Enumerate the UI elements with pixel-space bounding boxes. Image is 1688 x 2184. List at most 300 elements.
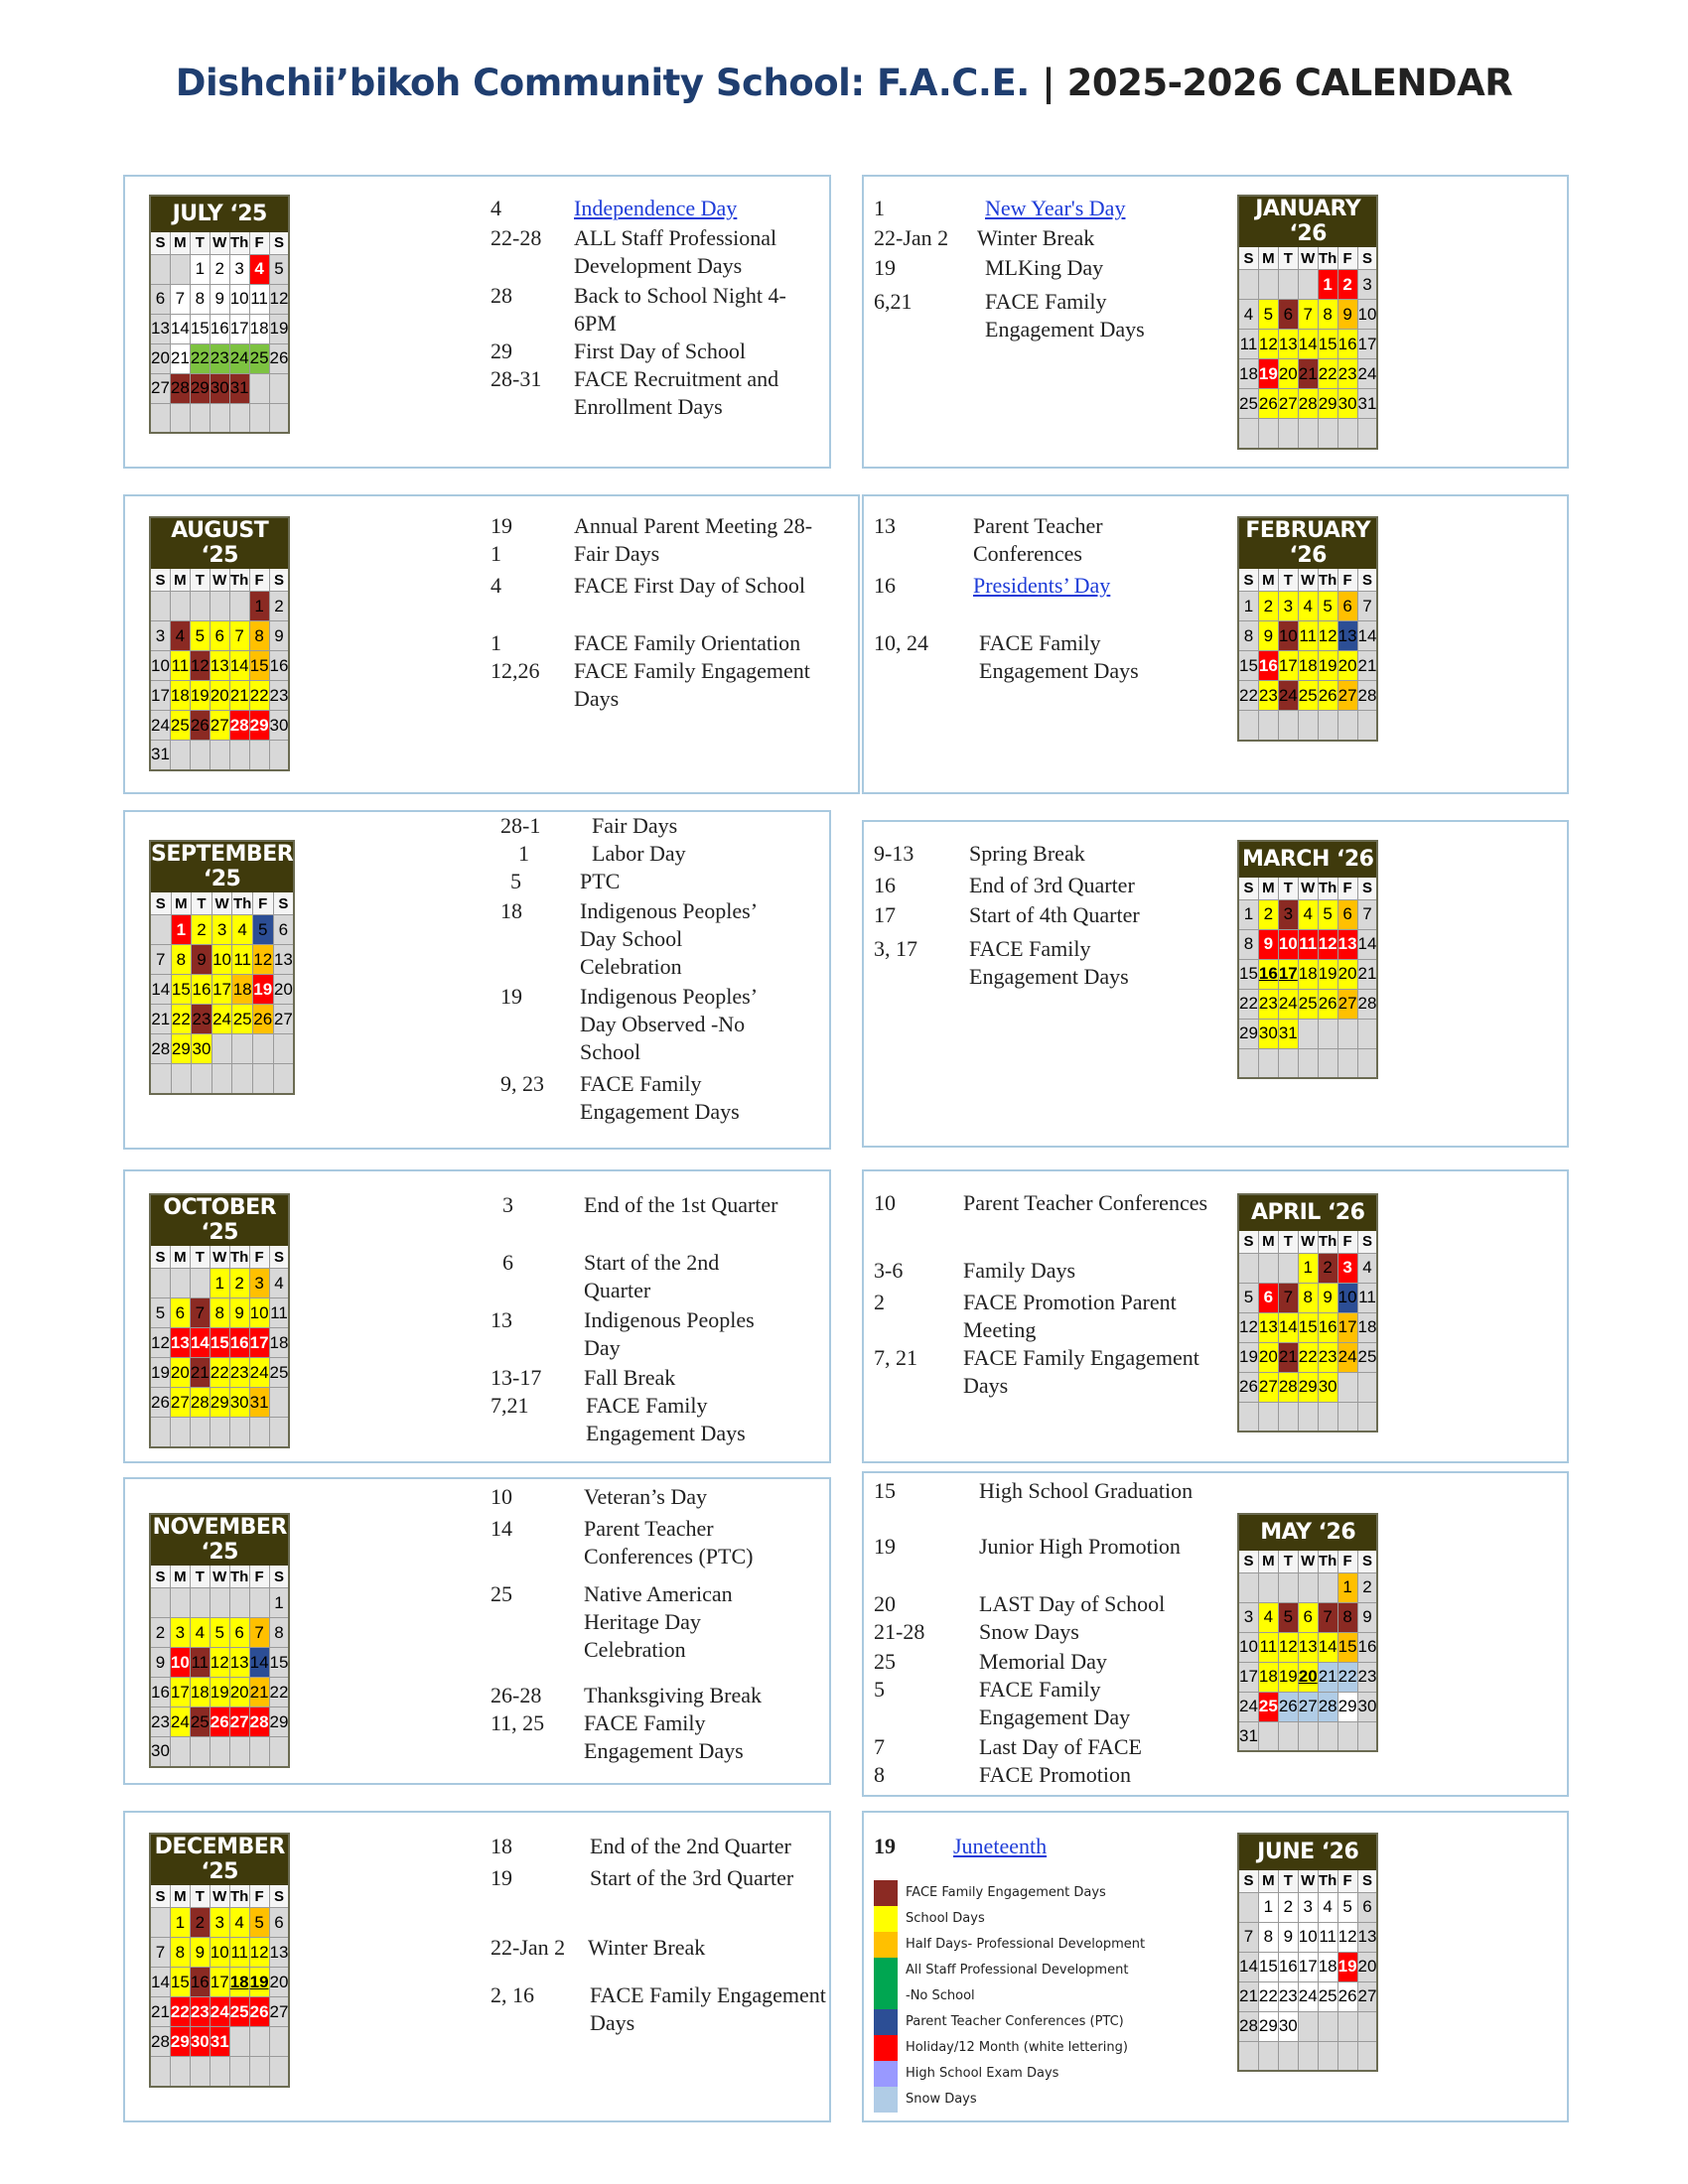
day-cell: 28 bbox=[229, 711, 249, 741]
empty-cell bbox=[1298, 1721, 1318, 1751]
day-cell: 3 bbox=[211, 915, 232, 945]
day-cell: 10 bbox=[1357, 300, 1377, 330]
day-cell: 16 bbox=[210, 314, 229, 343]
empty-cell bbox=[150, 915, 171, 945]
event-label: Memorial Day bbox=[979, 1649, 1107, 1674]
day-cell: 6 bbox=[229, 1618, 249, 1648]
empty-cell bbox=[210, 403, 229, 433]
empty-cell bbox=[210, 592, 229, 621]
day-cell: 15 bbox=[1337, 1632, 1357, 1662]
weekday-header: M bbox=[171, 892, 192, 915]
empty-cell bbox=[1258, 1572, 1278, 1602]
empty-cell bbox=[190, 741, 210, 770]
day-cell: 3 bbox=[150, 621, 170, 651]
event-label: Family Days bbox=[963, 1258, 1076, 1283]
event-date: 19 bbox=[491, 1865, 512, 1890]
empty-cell bbox=[273, 1034, 294, 1064]
event-date: 1 bbox=[491, 630, 501, 655]
event-label: Labor Day bbox=[592, 841, 686, 866]
weekday-header: T bbox=[1278, 569, 1298, 592]
day-cell: 26 bbox=[150, 1388, 170, 1418]
day-cell: 29 bbox=[269, 1707, 289, 1737]
event-label: Junior High Promotion bbox=[979, 1534, 1181, 1559]
day-cell: 22 bbox=[171, 1005, 192, 1034]
event-date: 11, 25 bbox=[491, 1710, 545, 1735]
event-label[interactable] bbox=[574, 195, 802, 222]
day-cell: 13 bbox=[273, 945, 294, 975]
day-cell: 10 bbox=[1298, 1922, 1318, 1952]
day-cell: 7 bbox=[1318, 1602, 1337, 1632]
day-cell: 15 bbox=[171, 975, 192, 1005]
day-cell: 4 bbox=[1238, 300, 1258, 330]
day-cell: 4 bbox=[1318, 1892, 1337, 1922]
empty-cell bbox=[1258, 419, 1278, 449]
day-cell: 11 bbox=[1357, 1283, 1377, 1312]
day-cell: 2 bbox=[150, 1618, 170, 1648]
empty-cell bbox=[1258, 2041, 1278, 2071]
event-date: 19 bbox=[500, 984, 522, 1009]
day-cell: 22 bbox=[170, 1997, 190, 2027]
event-label[interactable] bbox=[985, 195, 1164, 222]
event-date: 6,21 bbox=[874, 289, 913, 314]
empty-cell bbox=[1337, 1372, 1357, 1402]
day-cell: 20 bbox=[210, 681, 229, 711]
title-separator: | bbox=[1029, 62, 1067, 104]
day-cell: 22 bbox=[190, 343, 210, 373]
day-cell: 13 bbox=[1357, 1922, 1377, 1952]
day-cell: 7 bbox=[150, 945, 171, 975]
month-title: APRIL ‘26 bbox=[1238, 1194, 1377, 1230]
empty-cell bbox=[1298, 2041, 1318, 2071]
day-cell: 11 bbox=[269, 1298, 289, 1328]
empty-cell bbox=[1238, 1048, 1258, 1078]
empty-cell bbox=[1357, 1721, 1377, 1751]
day-cell: 24 bbox=[170, 1707, 190, 1737]
event-label: FACE Family Engagement Days bbox=[574, 658, 810, 711]
empty-cell bbox=[1258, 711, 1278, 741]
day-cell: 26 bbox=[210, 1707, 229, 1737]
empty-cell bbox=[150, 1908, 170, 1938]
day-cell: 31 bbox=[229, 373, 249, 403]
legend-swatch bbox=[874, 2035, 898, 2061]
empty-cell bbox=[1238, 270, 1258, 300]
day-cell: 30 bbox=[1337, 389, 1357, 419]
day-cell: 27 bbox=[1357, 1981, 1377, 2011]
holiday-link[interactable]: Independence Day bbox=[574, 196, 738, 220]
day-cell: 21 bbox=[229, 681, 249, 711]
day-cell: 7 bbox=[1278, 1283, 1298, 1312]
event-date: 18 bbox=[491, 1834, 512, 1858]
legend-label: Holiday/12 Month (white lettering) bbox=[906, 2040, 1128, 2055]
day-cell: 19 bbox=[1337, 1952, 1357, 1981]
day-cell: 7 bbox=[249, 1618, 269, 1648]
day-cell: 12 bbox=[1278, 1632, 1298, 1662]
day-cell: 5 bbox=[190, 621, 210, 651]
legend-swatch bbox=[874, 1906, 898, 1932]
event-label: FACE Family Engagement Days bbox=[584, 1710, 744, 1763]
empty-cell bbox=[170, 2057, 190, 2087]
empty-cell bbox=[1238, 2041, 1258, 2071]
event-date: 17 bbox=[874, 902, 896, 927]
event-label: Parent Teacher Conferences bbox=[973, 513, 1103, 566]
empty-cell bbox=[190, 2057, 210, 2087]
day-cell: 3 bbox=[170, 1618, 190, 1648]
day-cell: 6 bbox=[150, 284, 170, 314]
event-date: 26-28 bbox=[491, 1683, 542, 1707]
day-cell: 12 bbox=[269, 284, 289, 314]
empty-cell bbox=[1278, 1048, 1298, 1078]
day-cell: 18 bbox=[232, 975, 253, 1005]
event-label: Parent Teacher Conferences (PTC) bbox=[584, 1516, 754, 1569]
day-cell: 14 bbox=[1318, 1632, 1337, 1662]
weekday-header: W bbox=[210, 1246, 229, 1269]
day-cell: 13 bbox=[1337, 929, 1357, 959]
day-cell: 4 bbox=[1298, 899, 1318, 929]
day-cell: 10 bbox=[1238, 1632, 1258, 1662]
weekday-header: S bbox=[1238, 877, 1258, 899]
day-cell: 25 bbox=[1298, 989, 1318, 1019]
event-date: 22-Jan 2 bbox=[874, 225, 949, 250]
legend-swatch bbox=[874, 2061, 898, 2087]
event-date: 1 bbox=[491, 541, 501, 566]
empty-cell bbox=[1357, 1048, 1377, 1078]
weekday-header: W bbox=[211, 892, 232, 915]
empty-cell bbox=[1357, 2041, 1377, 2071]
day-cell: 22 bbox=[1238, 989, 1258, 1019]
legend-swatch bbox=[874, 2009, 898, 2035]
day-cell: 1 bbox=[190, 254, 210, 284]
day-cell: 12 bbox=[252, 945, 273, 975]
day-cell: 13 bbox=[1278, 330, 1298, 359]
holiday-link[interactable]: Presidents’ Day bbox=[973, 573, 1111, 598]
weekday-header: T bbox=[1278, 1869, 1298, 1892]
event-label: Thanksgiving Break bbox=[584, 1683, 763, 1707]
day-cell: 18 bbox=[1238, 359, 1258, 389]
day-cell: 20 bbox=[1337, 959, 1357, 989]
day-cell: 23 bbox=[192, 1005, 212, 1034]
day-cell: 16 bbox=[269, 651, 289, 681]
empty-cell bbox=[1258, 1048, 1278, 1078]
day-cell: 18 bbox=[269, 1328, 289, 1358]
day-cell: 16 bbox=[1357, 1632, 1377, 1662]
event-label: FACE Family Engagement Days bbox=[586, 1393, 746, 1445]
day-cell: 10 bbox=[1278, 621, 1298, 651]
day-cell: 29 bbox=[1337, 1692, 1357, 1721]
weekday-header: Th bbox=[229, 1246, 249, 1269]
day-cell: 2 bbox=[190, 1908, 210, 1938]
event-label: LAST Day of School bbox=[979, 1591, 1166, 1616]
event-date: 13 bbox=[491, 1307, 512, 1332]
day-cell: 27 bbox=[1298, 1692, 1318, 1721]
day-cell: 15 bbox=[249, 651, 269, 681]
day-cell: 23 bbox=[150, 1707, 170, 1737]
weekday-header: T bbox=[1278, 1230, 1298, 1253]
day-cell: 8 bbox=[249, 621, 269, 651]
day-cell: 21 bbox=[170, 343, 190, 373]
day-cell: 21 bbox=[1357, 651, 1377, 681]
day-cell: 13 bbox=[269, 1938, 289, 1968]
day-cell: 3 bbox=[229, 254, 249, 284]
day-cell: 27 bbox=[273, 1005, 294, 1034]
day-cell: 20 bbox=[150, 343, 170, 373]
day-cell: 27 bbox=[170, 1388, 190, 1418]
day-cell: 13 bbox=[1298, 1632, 1318, 1662]
holiday-link[interactable]: New Year's Day bbox=[985, 196, 1126, 220]
event-date: 7, 21 bbox=[874, 1345, 917, 1370]
empty-cell bbox=[269, 2027, 289, 2057]
day-cell: 8 bbox=[1238, 621, 1258, 651]
empty-cell bbox=[229, 1737, 249, 1767]
day-cell: 18 bbox=[1298, 959, 1318, 989]
empty-cell bbox=[1337, 1048, 1357, 1078]
day-cell: 27 bbox=[1337, 989, 1357, 1019]
day-cell: 5 bbox=[1238, 1283, 1258, 1312]
weekday-header: Th bbox=[1318, 877, 1337, 899]
day-cell: 27 bbox=[1278, 389, 1298, 419]
month-grid bbox=[1237, 1193, 1378, 1433]
page-title bbox=[0, 62, 1688, 104]
day-cell: 8 bbox=[269, 1618, 289, 1648]
day-cell: 2 bbox=[1318, 1253, 1337, 1283]
empty-cell bbox=[249, 1418, 269, 1447]
event-date: 28 bbox=[491, 283, 512, 308]
weekday-header: M bbox=[1258, 1550, 1278, 1572]
day-cell: 23 bbox=[229, 1358, 249, 1388]
day-cell: 6 bbox=[1258, 1283, 1278, 1312]
day-cell: 1 bbox=[170, 1908, 190, 1938]
empty-cell bbox=[170, 254, 190, 284]
empty-cell bbox=[229, 741, 249, 770]
empty-cell bbox=[232, 1034, 253, 1064]
day-cell: 31 bbox=[150, 741, 170, 770]
event-date: 20 bbox=[874, 1591, 896, 1616]
day-cell: 18 bbox=[170, 681, 190, 711]
day-cell: 13 bbox=[1258, 1312, 1278, 1342]
day-cell: 12 bbox=[150, 1328, 170, 1358]
day-cell: 17 bbox=[1357, 330, 1377, 359]
holiday-link[interactable]: Juneteenth bbox=[953, 1834, 1048, 1858]
weekday-header: S bbox=[1357, 569, 1377, 592]
day-cell: 31 bbox=[210, 2027, 229, 2057]
day-cell: 15 bbox=[1258, 1952, 1278, 1981]
day-cell: 19 bbox=[1238, 1342, 1258, 1372]
day-cell: 9 bbox=[192, 945, 212, 975]
panel-february bbox=[862, 494, 1569, 794]
month-grid bbox=[1237, 1513, 1378, 1752]
day-cell: 25 bbox=[232, 1005, 253, 1034]
day-cell: 13 bbox=[150, 314, 170, 343]
day-cell: 26 bbox=[1318, 681, 1337, 711]
event-label: End of 3rd Quarter bbox=[969, 873, 1135, 897]
month-grid bbox=[149, 1513, 290, 1768]
day-cell: 5 bbox=[252, 915, 273, 945]
day-cell: 27 bbox=[150, 373, 170, 403]
empty-cell bbox=[150, 1269, 170, 1298]
day-cell: 28 bbox=[1298, 389, 1318, 419]
day-cell: 18 bbox=[1318, 1952, 1337, 1981]
empty-cell bbox=[1357, 1372, 1377, 1402]
day-cell: 23 bbox=[269, 681, 289, 711]
day-cell: 7 bbox=[190, 1298, 210, 1328]
month-title: MARCH ‘26 bbox=[1238, 841, 1377, 877]
weekday-header: F bbox=[1337, 1550, 1357, 1572]
day-cell: 22 bbox=[210, 1358, 229, 1388]
empty-cell bbox=[190, 592, 210, 621]
weekday-header: Th bbox=[1318, 1550, 1337, 1572]
day-cell: 24 bbox=[1337, 1342, 1357, 1372]
day-cell: 15 bbox=[190, 314, 210, 343]
weekday-header: S bbox=[1357, 247, 1377, 270]
legend-swatch bbox=[874, 1932, 898, 1958]
day-cell: 2 bbox=[1278, 1892, 1298, 1922]
weekday-header: S bbox=[269, 1885, 289, 1908]
event-date: 22-Jan 2 bbox=[491, 1935, 566, 1960]
event-label: Indigenous Peoples Day bbox=[584, 1307, 755, 1360]
event-label[interactable] bbox=[973, 572, 1162, 600]
weekday-header: M bbox=[170, 1566, 190, 1588]
empty-cell bbox=[269, 2057, 289, 2087]
empty-cell bbox=[190, 1737, 210, 1767]
day-cell: 20 bbox=[1337, 651, 1357, 681]
event-date: 29 bbox=[491, 339, 512, 363]
event-label: Snow Days bbox=[979, 1619, 1079, 1644]
day-cell: 20 bbox=[1298, 1662, 1318, 1692]
event-date: 4 bbox=[491, 196, 501, 220]
day-cell: 30 bbox=[1318, 1372, 1337, 1402]
day-cell: 2 bbox=[192, 915, 212, 945]
day-cell: 6 bbox=[273, 915, 294, 945]
day-cell: 9 bbox=[229, 1298, 249, 1328]
day-cell: 24 bbox=[210, 1997, 229, 2027]
day-cell: 3 bbox=[1278, 899, 1298, 929]
weekday-header: T bbox=[192, 892, 212, 915]
event-date: 2 bbox=[874, 1290, 885, 1314]
day-cell: 7 bbox=[229, 621, 249, 651]
day-cell: 7 bbox=[1357, 592, 1377, 621]
empty-cell bbox=[1258, 1253, 1278, 1283]
month-grid bbox=[149, 195, 290, 434]
day-cell: 24 bbox=[249, 1358, 269, 1388]
event-date: 9, 23 bbox=[500, 1071, 544, 1096]
empty-cell bbox=[170, 1588, 190, 1618]
weekday-header: Th bbox=[1318, 1230, 1337, 1253]
event-date: 19 bbox=[874, 255, 896, 280]
day-cell: 11 bbox=[232, 945, 253, 975]
day-cell: 14 bbox=[1357, 621, 1377, 651]
day-cell: 10 bbox=[1337, 1283, 1357, 1312]
empty-cell bbox=[150, 1588, 170, 1618]
event-date: 3 bbox=[502, 1192, 513, 1217]
day-cell: 2 bbox=[1337, 270, 1357, 300]
empty-cell bbox=[190, 1588, 210, 1618]
weekday-header: T bbox=[190, 1566, 210, 1588]
day-cell: 4 bbox=[1258, 1602, 1278, 1632]
event-date: 8 bbox=[874, 1762, 885, 1787]
empty-cell bbox=[1238, 1253, 1258, 1283]
day-cell: 25 bbox=[1298, 681, 1318, 711]
weekday-header: Th bbox=[229, 1566, 249, 1588]
empty-cell bbox=[1298, 1019, 1318, 1048]
day-cell: 5 bbox=[1258, 300, 1278, 330]
day-cell: 23 bbox=[190, 1997, 210, 2027]
day-cell: 17 bbox=[229, 314, 249, 343]
day-cell: 9 bbox=[1337, 300, 1357, 330]
weekday-header: T bbox=[190, 231, 210, 254]
day-cell: 4 bbox=[170, 621, 190, 651]
event-date: 21-28 bbox=[874, 1619, 925, 1644]
day-cell: 13 bbox=[229, 1648, 249, 1678]
day-cell: 3 bbox=[1298, 1892, 1318, 1922]
day-cell: 22 bbox=[1318, 359, 1337, 389]
day-cell: 16 bbox=[1337, 330, 1357, 359]
legend-swatch bbox=[874, 1958, 898, 1983]
empty-cell bbox=[1337, 711, 1357, 741]
day-cell: 19 bbox=[1318, 959, 1337, 989]
empty-cell bbox=[249, 373, 269, 403]
event-date: 5 bbox=[510, 869, 521, 893]
calendar-year: 2025-2026 CALENDAR bbox=[1066, 62, 1513, 104]
day-cell: 19 bbox=[1318, 651, 1337, 681]
empty-cell bbox=[232, 1064, 253, 1094]
event-label: Start of the 2nd Quarter bbox=[584, 1250, 720, 1302]
month-grid bbox=[149, 516, 290, 771]
event-label: FACE Promotion bbox=[979, 1762, 1132, 1787]
event-date: 7 bbox=[874, 1734, 885, 1759]
day-cell: 12 bbox=[1337, 1922, 1357, 1952]
weekday-header: W bbox=[210, 1566, 229, 1588]
day-cell: 8 bbox=[1298, 1283, 1318, 1312]
empty-cell bbox=[1278, 2041, 1298, 2071]
day-cell: 14 bbox=[249, 1648, 269, 1678]
day-cell: 2 bbox=[210, 254, 229, 284]
day-cell: 26 bbox=[252, 1005, 273, 1034]
day-cell: 18 bbox=[229, 1968, 249, 1997]
empty-cell bbox=[1337, 1402, 1357, 1432]
day-cell: 25 bbox=[229, 1997, 249, 2027]
event-date: 12,26 bbox=[491, 658, 540, 683]
event-date: 28-1 bbox=[500, 813, 541, 838]
day-cell: 11 bbox=[1238, 330, 1258, 359]
day-cell: 26 bbox=[249, 1997, 269, 2027]
event-label[interactable] bbox=[953, 1833, 1132, 1860]
event-label: Winter Break bbox=[977, 225, 1095, 250]
month-grid bbox=[149, 840, 295, 1095]
event-label: Parent Teacher Conferences bbox=[963, 1190, 1208, 1215]
day-cell: 3 bbox=[1238, 1602, 1258, 1632]
event-date: 18 bbox=[500, 898, 522, 923]
day-cell: 29 bbox=[190, 373, 210, 403]
day-cell: 10 bbox=[1278, 929, 1298, 959]
day-cell: 15 bbox=[1298, 1312, 1318, 1342]
day-cell: 30 bbox=[269, 711, 289, 741]
day-cell: 16 bbox=[150, 1678, 170, 1707]
legend-swatch bbox=[874, 1983, 898, 2009]
day-cell: 26 bbox=[1238, 1372, 1258, 1402]
day-cell: 8 bbox=[171, 945, 192, 975]
legend-label: FACE Family Engagement Days bbox=[906, 1885, 1106, 1900]
day-cell: 11 bbox=[229, 1938, 249, 1968]
event-label: Last Day of FACE bbox=[979, 1734, 1142, 1759]
empty-cell bbox=[249, 403, 269, 433]
event-label: Spring Break bbox=[969, 841, 1085, 866]
day-cell: 15 bbox=[1318, 330, 1337, 359]
day-cell: 16 bbox=[1278, 1952, 1298, 1981]
weekday-header: S bbox=[273, 892, 294, 915]
day-cell: 23 bbox=[1278, 1981, 1298, 2011]
day-cell: 22 bbox=[1337, 1662, 1357, 1692]
event-date: 15 bbox=[874, 1478, 896, 1503]
day-cell: 21 bbox=[1298, 359, 1318, 389]
